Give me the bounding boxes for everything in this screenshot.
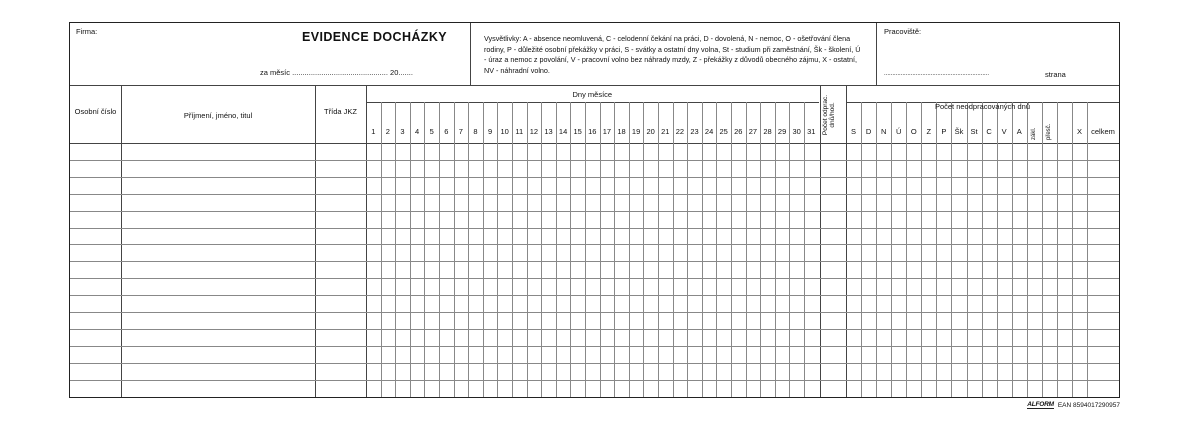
neodprac-col-divider	[906, 102, 907, 397]
day-col-divider	[454, 102, 455, 397]
neodprac-label-7: Šk	[954, 127, 964, 136]
table-row-line	[70, 211, 1119, 212]
day-number: 16	[588, 127, 597, 136]
col-divider-pocet	[820, 85, 821, 397]
day-col-divider	[600, 102, 601, 397]
neodprac-col-divider	[1057, 102, 1058, 397]
days-subheader-line	[366, 102, 819, 103]
day-col-divider	[512, 102, 513, 397]
neodprac-label-12: zákl.	[1030, 127, 1037, 140]
month-line: za měsíc .............................................. 20.......	[260, 68, 413, 77]
table-row-line	[70, 244, 1119, 245]
day-number: 12	[529, 127, 539, 136]
day-number: 26	[734, 127, 743, 136]
table-row-line	[70, 228, 1119, 229]
day-col-divider	[424, 102, 425, 397]
neodprac-label-8: St	[970, 127, 978, 136]
table-row-line	[70, 261, 1119, 262]
pracoviste-label: Pracoviště:	[884, 27, 922, 36]
neodprac-label-16: celkem	[1091, 127, 1115, 136]
osobni-cislo-header: Osobní číslo	[74, 107, 117, 116]
day-number: 18	[617, 127, 626, 136]
day-number: 14	[558, 127, 568, 136]
neodprac-label-0: S	[851, 127, 857, 136]
neodprac-label-1: D	[865, 127, 872, 136]
day-number: 1	[371, 127, 376, 136]
table-row-line	[70, 160, 1119, 161]
neodprac-title: Počet neodpracovaných dnů	[934, 102, 1031, 111]
day-number: 21	[661, 127, 670, 136]
neodprac-col-divider	[967, 102, 968, 397]
form-title: EVIDENCE DOCHÁZKY	[302, 30, 448, 44]
day-col-divider	[716, 102, 717, 397]
day-col-divider	[439, 102, 440, 397]
day-number: 30	[792, 127, 801, 136]
table-row-line	[70, 295, 1119, 296]
pracoviste-dots: ...............................................................	[884, 71, 990, 77]
day-number: 7	[458, 127, 463, 136]
neodprac-label-10: V	[1001, 127, 1007, 136]
neodprac-label-3: Ú	[896, 127, 902, 136]
day-col-divider	[789, 102, 790, 397]
day-number: 24	[704, 127, 714, 136]
table-row-line	[70, 363, 1119, 364]
day-number: 3	[400, 127, 405, 136]
day-number: 9	[488, 127, 493, 136]
dny-mesice-header: Dny měsíce	[572, 90, 613, 99]
neodprac-col-divider	[997, 102, 998, 397]
strana-label: strana	[1045, 70, 1066, 79]
day-col-divider	[497, 102, 498, 397]
day-number: 19	[631, 127, 641, 136]
day-col-divider	[673, 102, 674, 397]
neodprac-label-6: P	[941, 127, 947, 136]
day-col-divider	[760, 102, 761, 397]
ean-code: EAN 8594017290957	[1057, 401, 1120, 409]
day-col-divider	[381, 102, 382, 397]
day-number: 25	[719, 127, 728, 136]
day-number: 31	[807, 127, 816, 136]
neodprac-col-divider	[861, 102, 862, 397]
day-number: 15	[573, 127, 582, 136]
day-col-divider	[804, 102, 805, 397]
day-col-divider	[775, 102, 776, 397]
footer	[1027, 401, 1120, 409]
neodprac-col-divider	[1072, 102, 1073, 397]
day-number: 6	[444, 127, 449, 136]
day-col-divider	[629, 102, 630, 397]
day-col-divider	[556, 102, 557, 397]
col-divider-jmeno	[315, 85, 316, 397]
day-col-divider	[468, 102, 469, 397]
day-number: 4	[415, 127, 420, 136]
day-col-divider	[483, 102, 484, 397]
day-col-divider	[658, 102, 659, 397]
table-row-line	[70, 278, 1119, 279]
day-col-divider	[702, 102, 703, 397]
day-col-divider	[746, 102, 747, 397]
day-col-divider	[643, 102, 644, 397]
header-divider-left	[470, 23, 471, 85]
day-col-divider	[541, 102, 542, 397]
day-number: 8	[473, 127, 478, 136]
neodprac-col-divider	[1042, 102, 1043, 397]
table-row-line	[70, 194, 1119, 195]
neodprac-col-divider	[1012, 102, 1013, 397]
col-divider-osobni	[121, 85, 122, 397]
neodprac-col-divider	[982, 102, 983, 397]
neodprac-label-9: C	[986, 127, 992, 136]
neodprac-col-divider	[891, 102, 892, 397]
table-row-line	[70, 329, 1119, 330]
day-number: 28	[763, 127, 772, 136]
day-number: 23	[690, 127, 699, 136]
table-row-line	[70, 312, 1119, 313]
day-col-divider	[585, 102, 586, 397]
neodprac-label-13: přesč.	[1045, 123, 1052, 140]
neodprac-col-divider	[921, 102, 922, 397]
neodprac-col-divider	[1027, 102, 1028, 397]
day-number: 29	[777, 127, 787, 136]
day-col-divider	[614, 102, 615, 397]
attendance-form	[69, 22, 1120, 398]
day-number: 5	[429, 127, 434, 136]
neodprac-col-divider	[951, 102, 952, 397]
day-col-divider	[410, 102, 411, 397]
jmeno-header: Příjmení, jméno, titul	[183, 111, 253, 120]
neodprac-label-5: Z	[926, 127, 932, 136]
neodprac-col-divider	[936, 102, 937, 397]
day-col-divider	[687, 102, 688, 397]
firma-label: Firma:	[76, 27, 98, 36]
day-number: 17	[602, 127, 612, 136]
neodprac-label-4: O	[910, 127, 917, 136]
day-col-divider	[395, 102, 396, 397]
column-header-bottom	[70, 143, 1119, 144]
neodprac-col-divider	[876, 102, 877, 397]
day-col-divider	[731, 102, 732, 397]
neodprac-col-divider	[1087, 102, 1088, 397]
day-col-divider	[527, 102, 528, 397]
day-number: 11	[515, 127, 524, 136]
day-col-divider	[570, 102, 571, 397]
day-number: 22	[675, 127, 685, 136]
trida-header: Třída JKZ	[324, 107, 357, 116]
header-bottom-line	[70, 85, 1119, 86]
neodprac-label-2: N	[880, 127, 887, 136]
table-row-line	[70, 346, 1119, 347]
table-row-line	[70, 380, 1119, 381]
publisher-logo: ALFORM	[1027, 401, 1054, 408]
table-row-line	[70, 177, 1119, 178]
day-number: 20	[646, 127, 655, 136]
legend-text: Vysvětlivky: A - absence neomluvená, C - celodenní čekání na práci, D - dovolená, N - nemoc, O - ošetřování člena rodiny, P - důležité osobní překážky v práci, S - svátky a ostatní dny volna, St - studium při zaměstnání, Šk - školení, Ú - úraz a nemoc z povolání, V - pracovní volno bez náhrady mzdy, Z - překážky z důvodů obecného zájmu, X - ostatní, NV - náhradní volno.	[484, 34, 861, 75]
day-number: 13	[544, 127, 553, 136]
day-number: 27	[748, 127, 758, 136]
header-divider-right	[876, 23, 877, 85]
neodprac-label-11: A	[1016, 127, 1022, 136]
day-number: 2	[385, 127, 390, 136]
neodprac-label-15: X	[1076, 127, 1082, 136]
pocet-odprac-header: Počet odprac. dnů/hod.	[822, 94, 836, 136]
day-number: 10	[500, 127, 509, 136]
